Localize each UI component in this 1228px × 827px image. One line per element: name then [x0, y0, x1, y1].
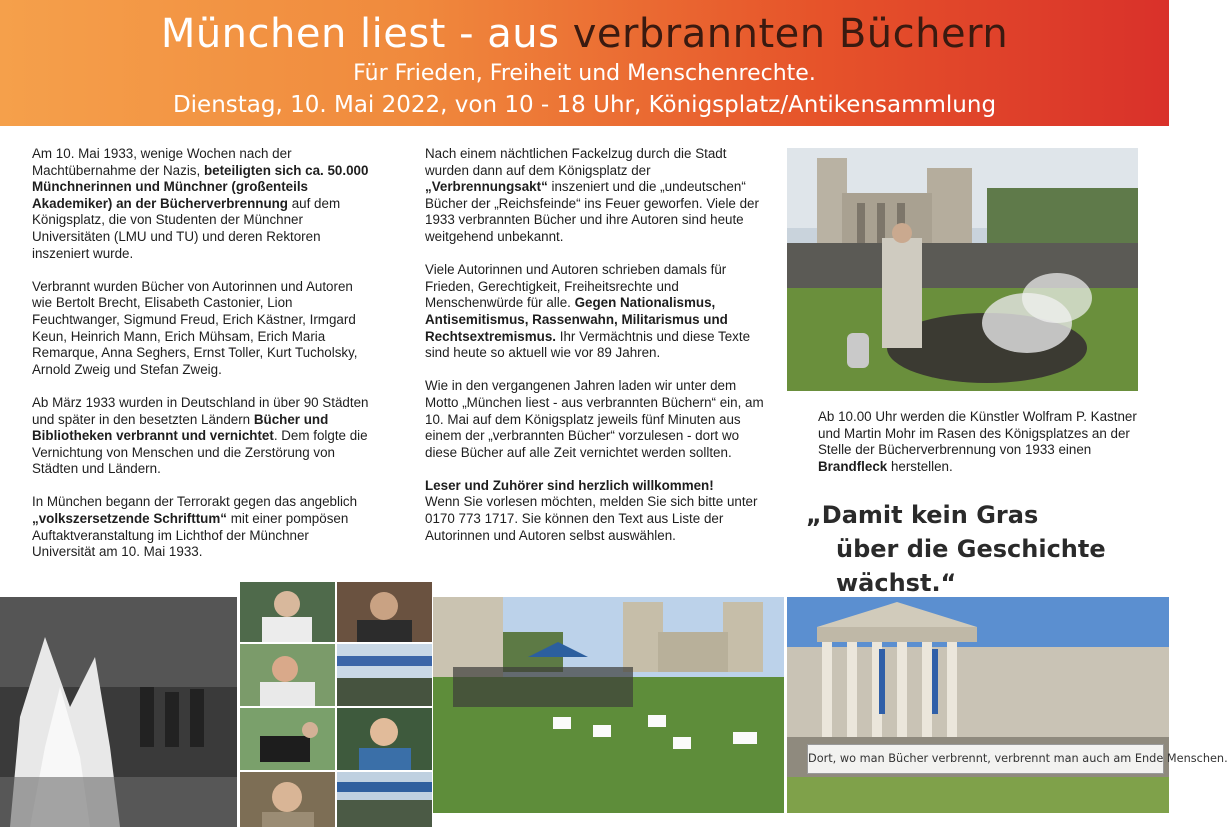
bold-text: Leser und Zuhörer sind herzlich willkommen!: [425, 477, 714, 493]
paragraph: [425, 262, 770, 362]
photo-event-koenigsplatz: [433, 597, 784, 813]
photo-brandfleck-image: [787, 148, 1138, 391]
text: . Dem folgte die Vernichtung von Menschen und die Zerstörung von Städten und Ländern.: [32, 428, 368, 477]
bold-text: „Verbrennungsakt“: [425, 179, 548, 195]
quote-line-1: „Damit kein Gras: [806, 501, 1039, 529]
bold-text: „volkszersetzende Schrifttum“: [32, 511, 227, 527]
paragraph: [425, 146, 770, 246]
text: Nach einem nächtlichen Fackelzug durch die Stadt wurden dann auf dem Königsplatz der: [425, 146, 727, 178]
text: mit einer pompösen Auftaktveranstaltung im Lichthof der Münchner Universität am 10. Mai 1933.: [32, 511, 349, 560]
text: herstellen.: [887, 458, 953, 474]
photo-reader-2: [337, 582, 432, 642]
text: Am 10. Mai 1933, wenige Wochen nach der Machtübernahme der Nazis,: [32, 146, 292, 178]
event-dateline: Dienstag, 10. Mai 2022, von 10 - 18 Uhr, Königsplatz/Antikensammlung: [172, 92, 997, 118]
paragraph: Verbrannt wurden Bücher von Autorinnen und Autoren wie Bertolt Brecht, Elisabeth Castonier, Lion Feuchtwanger, Sigmund Freud, Erich Kästner, Irmgard Keun, Heinrich Mann, Erich Mühsam, Erich Maria Remarque, Anna Seghers, Ernst Toller, Kurt Tucholsky, Arnold Zweig und Stefan Zweig.: [32, 278, 358, 377]
text: In München begann der Terrorakt gegen das angeblich: [32, 494, 358, 510]
paragraph: Wie in den vergangenen Jahren laden wir unter dem Motto „München liest - aus verbrannten Büchern“ ein, am 10. Mai auf dem Königsplatz jeweils fünf Minuten aus einem der „verbrannten Bücher“ vorzulesen - dort wo diese Bücher auf alle Zeit vernichtet werden sollten.: [425, 378, 764, 460]
text: Ab März 1933 wurden in Deutschland in über 90 Städten und später in den besetzten Ländern: [32, 394, 369, 427]
page-subtitle: Für Frieden, Freiheit und Menschenrechte.: [353, 61, 816, 86]
paragraph: [32, 395, 372, 478]
text: inszeniert und die „undeutschen“ Bücher der „Reichsfeinde“ ins Feuer geworfen. Viele der 1933 verbrannten Bücher und ihre Autoren sind heute weitgehend unbekannt.: [425, 179, 759, 244]
photo-antikensammlung-image: [787, 597, 1169, 813]
photo-audience: [337, 644, 432, 706]
photo-brandfleck: [787, 148, 1138, 391]
text: Ihr Vermächtnis und diese Texte sind heute so aktuell wie vor 89 Jahren.: [425, 328, 751, 361]
banner-text: Dort, wo man Bücher verbrennt, verbrennt man auch am Ende Menschen.: [807, 744, 1164, 774]
bold-text: Bücher und Bibliotheken verbrannt und vernichtet: [32, 411, 329, 444]
paragraph: [425, 478, 770, 544]
paragraph: [818, 409, 1138, 475]
photo-reader-4: [337, 708, 432, 770]
bold-text: Gegen Nationalismus, Antisemitismus, Rassenwahn, Militarismus und Rechtsextremismus.: [425, 295, 728, 344]
photo-historical-burning: [0, 597, 237, 827]
text: auf dem Königsplatz, die von Studenten der Münchner Universitäten (LMU und TU) und deren Rektoren inszeniert wurde.: [32, 195, 341, 261]
photo-reader-1: [240, 582, 335, 642]
text-column-2: [425, 146, 770, 561]
text: Wenn Sie vorlesen möchten, melden Sie sich bitte unter 0170 773 1717. Sie können den Text aus Liste der Autorinnen und Autoren selbst auswählen.: [425, 494, 758, 543]
photo-reader-3: [240, 644, 335, 706]
bold-text: Brandfleck: [818, 458, 888, 474]
title-part-1: München liest - aus: [160, 11, 573, 57]
text-column-1: [32, 146, 372, 577]
title-part-2: verbrannten Büchern: [572, 11, 1009, 57]
bold-text: beteiligten sich ca. 50.000 Münchnerinnen und Münchner (großenteils Akademiker) an der Bücherverbrennung: [32, 162, 369, 211]
header-banner: [0, 0, 1169, 126]
paragraph: [32, 494, 372, 560]
photo-historical-image: [0, 597, 237, 827]
photo-piano: [240, 708, 335, 770]
photo-event-image: [433, 597, 784, 813]
photo-reader-5: [240, 772, 335, 827]
text: Viele Autorinnen und Autoren schrieben damals für Frieden, Gerechtigkeit, Freiheitsrechte und Menschenwürde für alle.: [425, 262, 727, 311]
paragraph: [32, 146, 372, 262]
text: Ab 10.00 Uhr werden die Künstler Wolfram P. Kastner und Martin Mohr im Rasen des Königsplatzes an der Stelle der Bücherverbrennung von 1933 einen: [818, 409, 1137, 458]
text-column-3: [818, 409, 1138, 492]
quote-line-2: über die Geschichte wächst.“: [836, 535, 1106, 597]
photo-tent: [337, 772, 432, 827]
quote: [806, 498, 1156, 600]
page-title: [0, 10, 1169, 58]
photo-antikensammlung: [787, 597, 1169, 813]
